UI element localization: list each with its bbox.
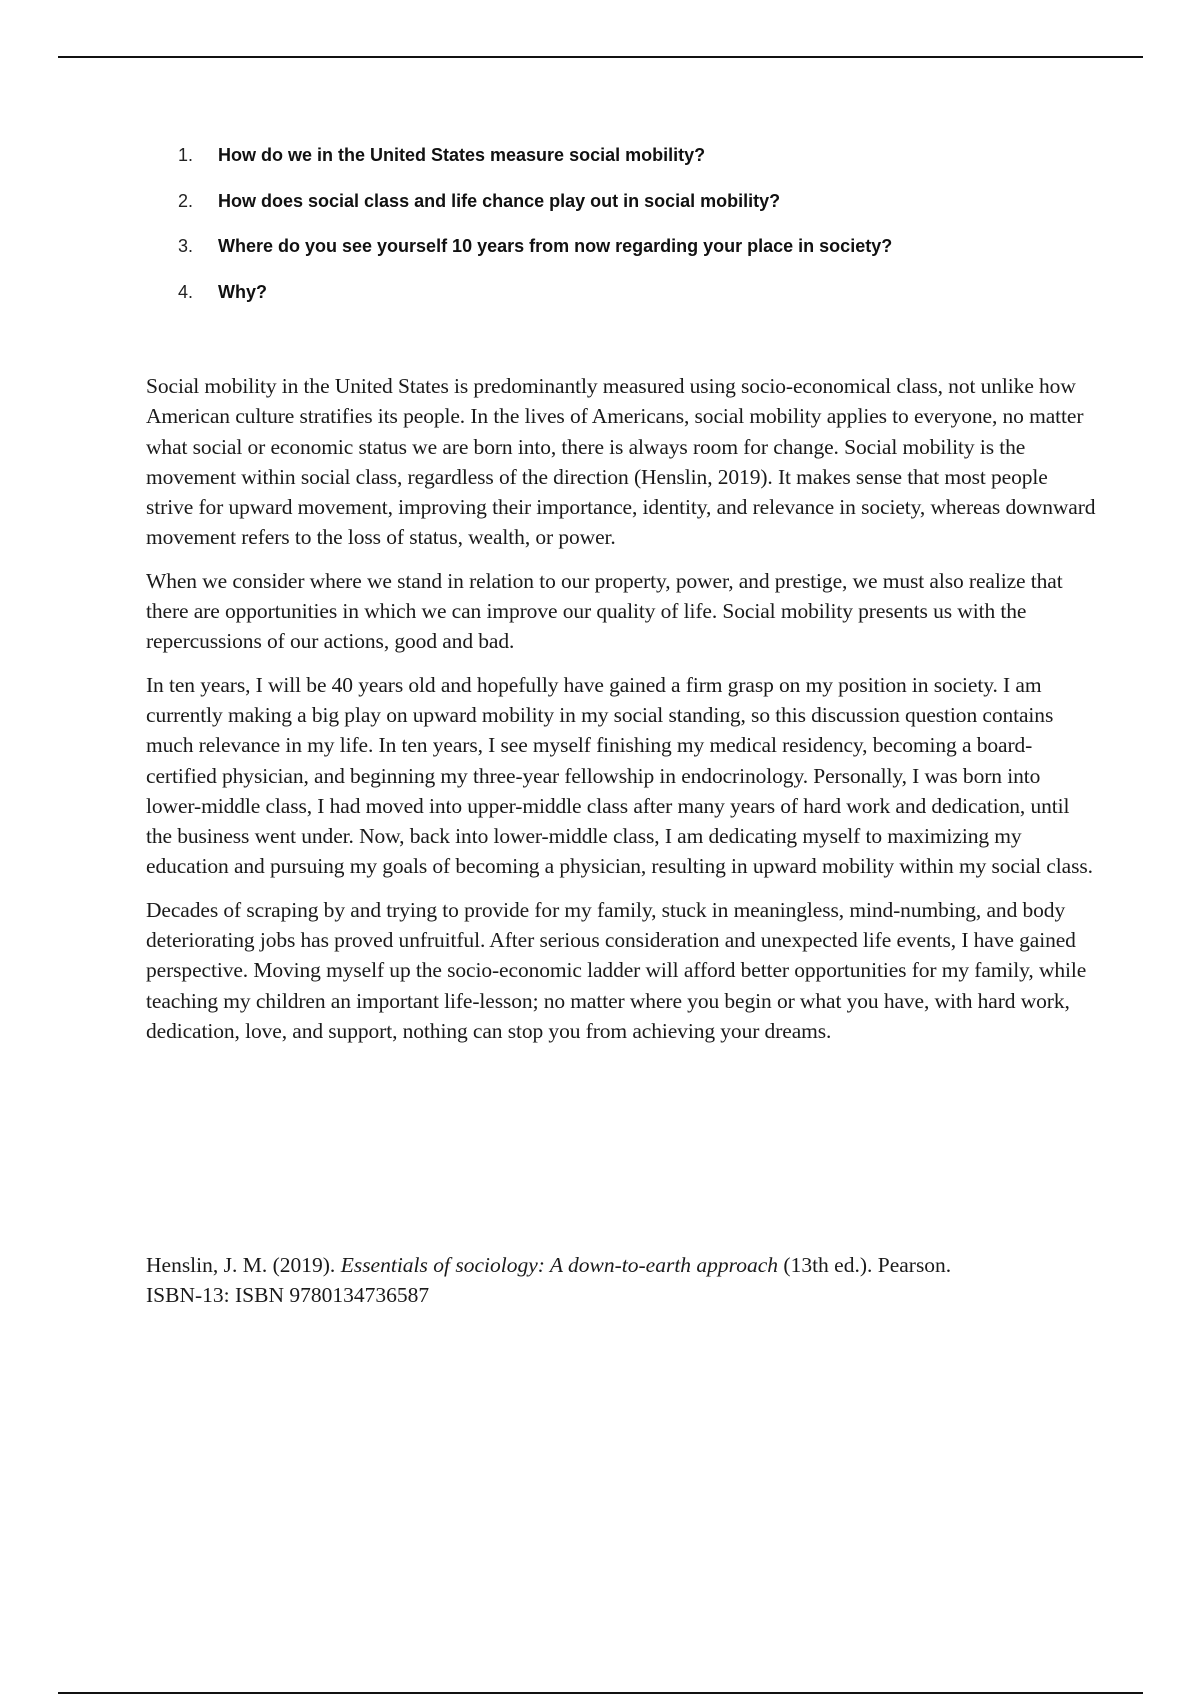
bottom-rule — [58, 1692, 1143, 1694]
question-item — [178, 236, 892, 282]
question-text: Where do you see yourself 10 years from now regarding your place in society? — [218, 236, 893, 256]
reference-title: Essentials of sociology: A down-to-earth approach — [340, 1253, 779, 1277]
question-item — [178, 145, 892, 191]
essay-paragraph: Decades of scraping by and trying to provide for my family, stuck in meaningless, mind-numbing, and body deteriorating jobs has proved unfruitful. After serious consideration and unexpected life events, I have gained perspective. Moving myself up the socio-economic ladder will afford better opportunities for my family, while teaching my children an important life-lesson; no matter where you begin or what you have, with hard work, dedication, love, and support, nothing can stop you from achieving your dreams. — [146, 897, 1087, 1043]
question-number: 3. — [178, 236, 194, 256]
question-number: 1. — [178, 145, 194, 165]
essay-paragraph: In ten years, I will be 40 years old and hopefully have gained a firm grasp on my position in society. I am currently making a big play on upward mobility in my social standing, so this discussion question contains much relevance in my life. In ten years, I see myself finishing my medical residency, becoming a board-certified physician, and beginning my three-year fellowship in endocrinology. Personally, I was born into lower-middle class, I had moved into upper-middle class after many years of hard work and dedication, until the business went under. Now, back into lower-middle class, I am dedicating myself to maximizing my education and pursuing my goals of becoming a physician, resulting in upward mobility within my social class. — [146, 672, 1093, 879]
question-text: Why? — [218, 281, 267, 302]
question-item — [178, 191, 892, 237]
reference-isbn: ISBN-13: ISBN 9780134736587 — [146, 1283, 430, 1307]
question-item — [178, 282, 892, 328]
question-number: 4. — [178, 281, 194, 302]
question-text: How does social class and life chance play out in social mobility? — [218, 190, 781, 211]
top-rule — [58, 56, 1143, 58]
question-list — [178, 145, 892, 327]
reference-edition-publisher: (13th ed.). Pearson. — [778, 1253, 952, 1277]
reference-citation — [146, 1250, 1096, 1280]
reference-entry — [146, 1250, 1096, 1310]
essay-paragraph: Social mobility in the United States is predominantly measured using socio-economical class, not unlike how American culture stratifies its people. In the lives of Americans, social mobility applies to everyone, no matter what social or economic status we are born into, there is always room for change. Social mobility is the movement within social class, regardless of the direction (Henslin, 2019). It makes sense that most people strive for upward movement, improving their importance, identity, and relevance in society, whereas downward movement refers to the loss of status, wealth, or power. — [146, 374, 1096, 550]
essay-paragraph: When we consider where we stand in relation to our property, power, and prestige, we must also realize that there are opportunities in which we can improve our quality of life. Social mobility presents us with the repercussions of our actions, good and bad. — [146, 568, 1063, 654]
question-text: How do we in the United States measure social mobility? — [218, 145, 706, 165]
question-number: 2. — [178, 190, 194, 211]
reference-author-year: Henslin, J. M. (2019). — [146, 1253, 341, 1277]
essay-body — [146, 371, 1096, 1059]
